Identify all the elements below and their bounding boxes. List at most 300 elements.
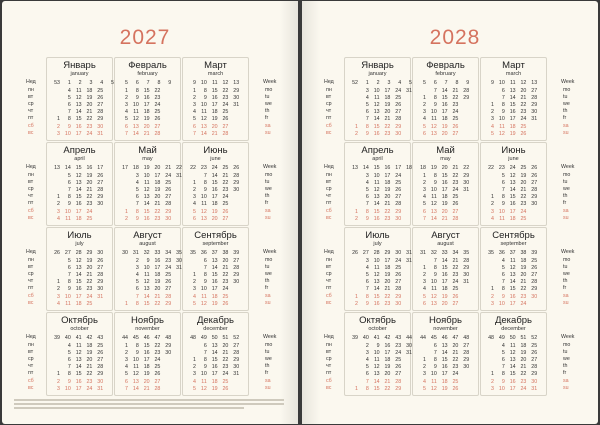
week-number: 37 — [509, 250, 516, 256]
day-number: 29 — [463, 95, 470, 102]
day-number: 20 — [86, 180, 93, 187]
weekday-label: пн — [28, 172, 34, 178]
weekday-label: чт — [28, 193, 34, 200]
week-number: 47 — [452, 335, 459, 341]
day-number: 16 — [143, 95, 150, 102]
day-number: 23 — [384, 215, 391, 222]
day-number: 12 — [200, 208, 207, 215]
week-number: 4 — [100, 80, 104, 86]
week-number: 24 — [509, 165, 516, 171]
day-number: 10 — [64, 130, 71, 137]
day-number: 2 — [491, 201, 494, 208]
day-number: 27 — [97, 180, 104, 187]
month-block — [480, 227, 547, 311]
weekday-label-en: sa — [563, 122, 569, 129]
week-number: 40 — [362, 335, 369, 341]
month-name-ru: Сентябрь — [492, 230, 535, 241]
week-number: 9 — [466, 80, 470, 86]
day-number: 15 — [509, 102, 516, 109]
day-number: 5 — [501, 350, 505, 357]
day-number: 13 — [211, 258, 218, 264]
week-number: 52 — [233, 335, 240, 341]
month-name-en: october — [368, 326, 387, 332]
day-number: 2 — [125, 215, 128, 222]
day-number: 17 — [211, 371, 218, 378]
weekday-label: сб — [28, 292, 34, 299]
day-number: 19 — [520, 350, 527, 357]
day-number: 4 — [423, 116, 426, 123]
day-number: 4 — [501, 258, 505, 264]
day-number: 14 — [373, 378, 380, 385]
day-number: 8 — [203, 272, 207, 279]
day-number: 3 — [57, 293, 60, 300]
quarter-row — [26, 142, 288, 226]
week-number: 4 — [398, 80, 402, 86]
week-number: 47 — [154, 335, 161, 341]
day-number: 11 — [201, 378, 207, 385]
day-number: 1 — [423, 95, 426, 102]
day-number: 18 — [520, 343, 527, 349]
weekday-label: вт — [28, 264, 34, 271]
week-number: 18 — [420, 165, 426, 171]
day-number: 29 — [97, 279, 104, 286]
week-number: 38 — [520, 250, 527, 256]
day-number: 22 — [154, 300, 161, 307]
month-block — [114, 57, 181, 141]
day-number: 30 — [97, 123, 104, 130]
day-number: 6 — [203, 258, 207, 264]
day-number: 15 — [143, 343, 150, 349]
day-number: 17 — [509, 208, 516, 215]
month-block — [46, 227, 113, 311]
day-number: 24 — [452, 371, 459, 378]
day-number: 11 — [510, 258, 516, 264]
week-number: 45 — [430, 335, 437, 341]
week-number: 40 — [64, 335, 71, 341]
day-number: 8 — [501, 102, 505, 109]
day-number: 30 — [176, 258, 182, 264]
day-number: 16 — [211, 279, 218, 286]
week-number: 39 — [233, 250, 240, 256]
day-number: 21 — [86, 187, 93, 194]
day-number: 6 — [365, 279, 369, 286]
weekday-label: вс — [326, 299, 332, 306]
day-number: 9 — [376, 343, 380, 349]
day-number: 30 — [406, 343, 412, 349]
day-number: 28 — [531, 364, 538, 371]
week-number: 2 — [78, 80, 82, 86]
weekday-label-en: su — [563, 384, 569, 391]
day-number: 23 — [395, 343, 402, 349]
day-number: 13 — [75, 265, 82, 272]
weekday-label-en: su — [563, 299, 569, 306]
week-label: Week — [263, 249, 277, 255]
day-number: 17 — [211, 286, 218, 293]
day-number: 1 — [423, 357, 426, 364]
day-number: 24 — [395, 173, 402, 179]
day-number: 6 — [67, 265, 71, 272]
weekday-label-en: sa — [265, 377, 271, 384]
week-number: 18 — [406, 165, 412, 171]
day-number: 16 — [143, 215, 150, 222]
day-number: 1 — [491, 371, 494, 378]
day-number: 19 — [441, 293, 448, 300]
day-number: 2 — [491, 109, 494, 116]
month-name-en: october — [70, 326, 89, 332]
day-number: 1 — [57, 279, 60, 286]
month-name-ru: Апрель — [63, 145, 96, 156]
day-number: 3 — [423, 187, 426, 194]
day-number: 8 — [365, 123, 369, 130]
day-number: 17 — [441, 371, 448, 378]
month-block — [46, 312, 113, 396]
day-number: 26 — [452, 123, 459, 130]
day-number: 29 — [463, 173, 470, 179]
day-number: 10 — [430, 279, 437, 286]
day-number: 11 — [499, 215, 505, 222]
day-number: 21 — [222, 265, 229, 272]
day-number: 16 — [154, 258, 161, 264]
week-number: 15 — [373, 165, 380, 171]
month-block — [412, 142, 479, 226]
day-number: 17 — [384, 88, 391, 94]
day-number: 18 — [211, 378, 218, 385]
month-name-ru: Июнь — [203, 145, 228, 156]
day-number: 28 — [233, 265, 240, 272]
day-number: 21 — [143, 385, 150, 392]
month-block — [182, 57, 249, 141]
day-number: 4 — [193, 293, 196, 300]
weekday-axis-ru — [324, 57, 343, 141]
day-number: 5 — [365, 364, 369, 371]
week-number: 45 — [132, 335, 139, 341]
week-number: 48 — [488, 335, 494, 341]
day-number: 15 — [441, 265, 448, 272]
week-label: Week — [263, 79, 277, 85]
day-number: 30 — [165, 215, 172, 222]
day-number: 9 — [203, 279, 207, 286]
day-number: 27 — [154, 123, 161, 130]
day-number: 17 — [441, 187, 448, 194]
day-number: 11 — [65, 215, 71, 222]
day-number: 15 — [75, 194, 82, 201]
fine-print-placeholder — [14, 399, 284, 411]
day-number: 22 — [452, 265, 459, 272]
day-number: 12 — [75, 258, 82, 264]
day-number: 12 — [132, 116, 139, 123]
day-number: 31 — [97, 130, 104, 137]
day-number: 2 — [193, 364, 196, 371]
day-number: 21 — [154, 293, 161, 300]
day-number: 14 — [75, 109, 82, 116]
day-number: 3 — [193, 371, 196, 378]
day-number: 7 — [433, 258, 437, 264]
day-number: 15 — [373, 123, 380, 130]
month-block — [114, 142, 181, 226]
week-number-label: Нед — [26, 334, 36, 340]
day-number: 21 — [222, 173, 229, 179]
day-number: 4 — [135, 272, 139, 279]
day-number: 26 — [452, 385, 459, 392]
day-number: 10 — [498, 300, 505, 307]
day-number: 10 — [373, 173, 380, 179]
month-name-en: september — [500, 241, 527, 247]
day-number: 24 — [222, 194, 229, 201]
day-number: 1 — [57, 116, 60, 123]
quarter-row — [26, 312, 288, 396]
day-number: 21 — [520, 364, 527, 371]
day-number: 12 — [373, 187, 380, 194]
day-number: 23 — [86, 123, 93, 130]
day-number: 20 — [211, 215, 218, 222]
day-number: 8 — [67, 116, 71, 123]
day-number: 7 — [501, 187, 505, 194]
day-number: 3 — [365, 173, 369, 179]
day-number: 3 — [365, 258, 369, 264]
day-number: 20 — [384, 279, 391, 286]
planner-page-right — [302, 1, 598, 424]
day-number: 13 — [75, 357, 82, 364]
month-name-en: june — [210, 156, 221, 162]
day-number: 14 — [373, 286, 380, 293]
day-number: 24 — [520, 300, 527, 307]
day-number: 26 — [97, 95, 104, 102]
day-number: 5 — [423, 123, 426, 130]
day-number: 4 — [365, 95, 369, 102]
month-name-ru: Август — [133, 230, 162, 241]
day-number: 19 — [520, 173, 527, 179]
month-name-en: april — [74, 156, 85, 162]
month-name-en: february — [137, 71, 158, 77]
day-number: 24 — [520, 116, 527, 123]
day-number: 7 — [365, 378, 369, 385]
day-number: 13 — [373, 279, 380, 286]
month-block — [114, 227, 181, 311]
day-number: 23 — [520, 109, 527, 116]
day-number: 25 — [531, 343, 538, 349]
day-number: 19 — [384, 364, 391, 371]
planner-page-left — [2, 1, 298, 424]
day-number: 5 — [193, 208, 196, 215]
day-number: 6 — [135, 194, 139, 201]
day-number: 14 — [509, 364, 516, 371]
week-number: 9 — [193, 80, 196, 86]
weekday-label-en: we — [265, 356, 272, 363]
weekday-label-en: tu — [563, 179, 568, 186]
day-number: 2 — [423, 364, 426, 371]
weekday-label-en: su — [563, 214, 569, 221]
day-number: 2 — [125, 350, 128, 357]
day-number: 27 — [531, 357, 538, 364]
day-number: 25 — [97, 343, 104, 349]
month-name-en: april — [372, 156, 383, 162]
day-number: 25 — [452, 286, 459, 293]
day-number: 20 — [143, 123, 150, 130]
day-number: 9 — [146, 258, 150, 264]
day-number: 8 — [203, 357, 207, 364]
week-number: 53 — [54, 80, 60, 86]
day-number: 26 — [452, 201, 459, 208]
weekday-label-en: fr — [563, 200, 567, 207]
weekday-label-en: mo — [265, 172, 273, 178]
day-number: 25 — [520, 215, 527, 222]
day-number: 24 — [520, 208, 527, 215]
month-name-ru: Июнь — [501, 145, 526, 156]
day-number: 7 — [193, 130, 196, 137]
day-number: 23 — [452, 180, 459, 187]
quarter-row — [324, 57, 586, 141]
day-number: 10 — [132, 357, 139, 364]
day-number: 15 — [143, 88, 150, 94]
month-block — [182, 312, 249, 396]
week-number: 51 — [222, 335, 229, 341]
month-block — [480, 57, 547, 141]
week-number: 26 — [54, 250, 60, 256]
day-number: 22 — [86, 279, 93, 286]
week-number: 26 — [352, 250, 358, 256]
day-number: 20 — [384, 194, 391, 201]
day-number: 11 — [374, 95, 380, 102]
day-number: 14 — [132, 130, 139, 137]
day-number: 6 — [67, 357, 71, 364]
day-number: 19 — [86, 350, 93, 357]
day-number: 20 — [154, 286, 161, 293]
month-block — [344, 57, 411, 141]
day-number: 10 — [200, 102, 207, 109]
weekday-label: вт — [28, 94, 34, 101]
weekday-label: вс — [326, 129, 332, 136]
weekday-label-en: tu — [265, 264, 270, 271]
day-number: 2 — [135, 258, 139, 264]
month-name-en: september — [202, 241, 229, 247]
day-number: 2 — [423, 102, 426, 109]
day-number: 9 — [433, 180, 437, 187]
day-number: 2 — [193, 279, 196, 286]
day-number: 3 — [135, 265, 139, 272]
day-number: 16 — [75, 123, 82, 130]
week-number: 35 — [176, 250, 182, 256]
day-number: 20 — [520, 180, 527, 187]
weekday-label-en: we — [563, 356, 570, 363]
day-number: 16 — [441, 180, 448, 187]
day-number: 28 — [165, 293, 172, 300]
day-number: 11 — [431, 116, 437, 123]
day-number: 30 — [395, 130, 402, 137]
day-number: 16 — [75, 286, 82, 293]
day-number: 23 — [384, 130, 391, 137]
day-number: 31 — [233, 371, 240, 378]
week-number-label: Нед — [26, 164, 36, 170]
day-number: 9 — [365, 130, 369, 137]
day-number: 1 — [57, 371, 60, 378]
day-number: 11 — [374, 265, 380, 272]
weekday-label: вс — [28, 129, 34, 136]
day-number: 7 — [203, 173, 207, 179]
day-number: 28 — [452, 215, 459, 222]
week-number: 22 — [190, 165, 196, 171]
weekday-label: сб — [326, 377, 332, 384]
weekday-label: пт — [28, 370, 34, 377]
week-number: 3 — [387, 80, 391, 86]
weekday-label: вт — [28, 179, 34, 186]
day-number: 24 — [86, 385, 93, 392]
day-number: 25 — [520, 123, 527, 130]
day-number: 7 — [67, 109, 71, 116]
day-number: 12 — [509, 350, 516, 357]
day-number: 9 — [135, 350, 139, 357]
day-number: 8 — [67, 279, 71, 286]
week-number: 8 — [157, 80, 161, 86]
week-number: 24 — [211, 165, 218, 171]
day-number: 28 — [97, 187, 104, 194]
day-number: 10 — [430, 371, 437, 378]
weekday-label: сб — [28, 377, 34, 384]
day-number: 27 — [165, 194, 172, 201]
day-number: 31 — [97, 293, 104, 300]
day-number: 18 — [384, 265, 391, 272]
day-number: 3 — [193, 194, 196, 201]
day-number: 18 — [154, 272, 161, 279]
day-number: 17 — [75, 130, 82, 137]
day-number: 11 — [499, 123, 505, 130]
day-number: 13 — [430, 130, 437, 137]
week-number: 25 — [222, 165, 229, 171]
day-number: 20 — [520, 272, 527, 279]
day-number: 14 — [509, 279, 516, 286]
month-name-ru: Август — [431, 230, 460, 241]
month-name-ru: Март — [502, 60, 525, 71]
day-number: 9 — [365, 300, 369, 307]
weekday-label: пн — [326, 342, 332, 348]
day-number: 26 — [97, 350, 104, 357]
day-number: 21 — [154, 201, 161, 208]
day-number: 28 — [463, 350, 470, 357]
weekday-label: ср — [326, 271, 332, 278]
weekday-label-en: mo — [265, 257, 273, 263]
week-number: 19 — [143, 165, 150, 171]
week-number: 5 — [111, 80, 114, 86]
month-name-en: november — [135, 326, 160, 332]
day-number: 21 — [222, 350, 229, 357]
day-number: 18 — [75, 215, 82, 222]
weekday-label-en: th — [563, 363, 568, 370]
day-number: 27 — [395, 109, 402, 116]
day-number: 21 — [86, 272, 93, 279]
weekday-label-en: mo — [563, 342, 571, 348]
week-number: 9 — [168, 80, 172, 86]
weekday-label-en: sa — [265, 207, 271, 214]
month-name-ru: Декабрь — [196, 315, 235, 326]
day-number: 29 — [395, 385, 402, 392]
weekday-label-en: sa — [563, 377, 569, 384]
day-number: 4 — [193, 378, 196, 385]
week-number: 48 — [165, 335, 172, 341]
day-number: 30 — [531, 378, 538, 385]
spine-shadow — [302, 1, 320, 424]
day-number: 17 — [143, 102, 150, 109]
day-number: 17 — [211, 102, 218, 109]
day-number: 31 — [406, 350, 412, 357]
day-number: 13 — [75, 102, 82, 109]
day-number: 25 — [452, 194, 459, 201]
day-number: 7 — [423, 215, 426, 222]
month-name-en: july — [373, 241, 382, 247]
day-number: 11 — [431, 194, 437, 201]
week-number: 17 — [122, 165, 128, 171]
day-number: 2 — [125, 95, 128, 102]
day-number: 11 — [201, 293, 207, 300]
day-number: 18 — [211, 293, 218, 300]
